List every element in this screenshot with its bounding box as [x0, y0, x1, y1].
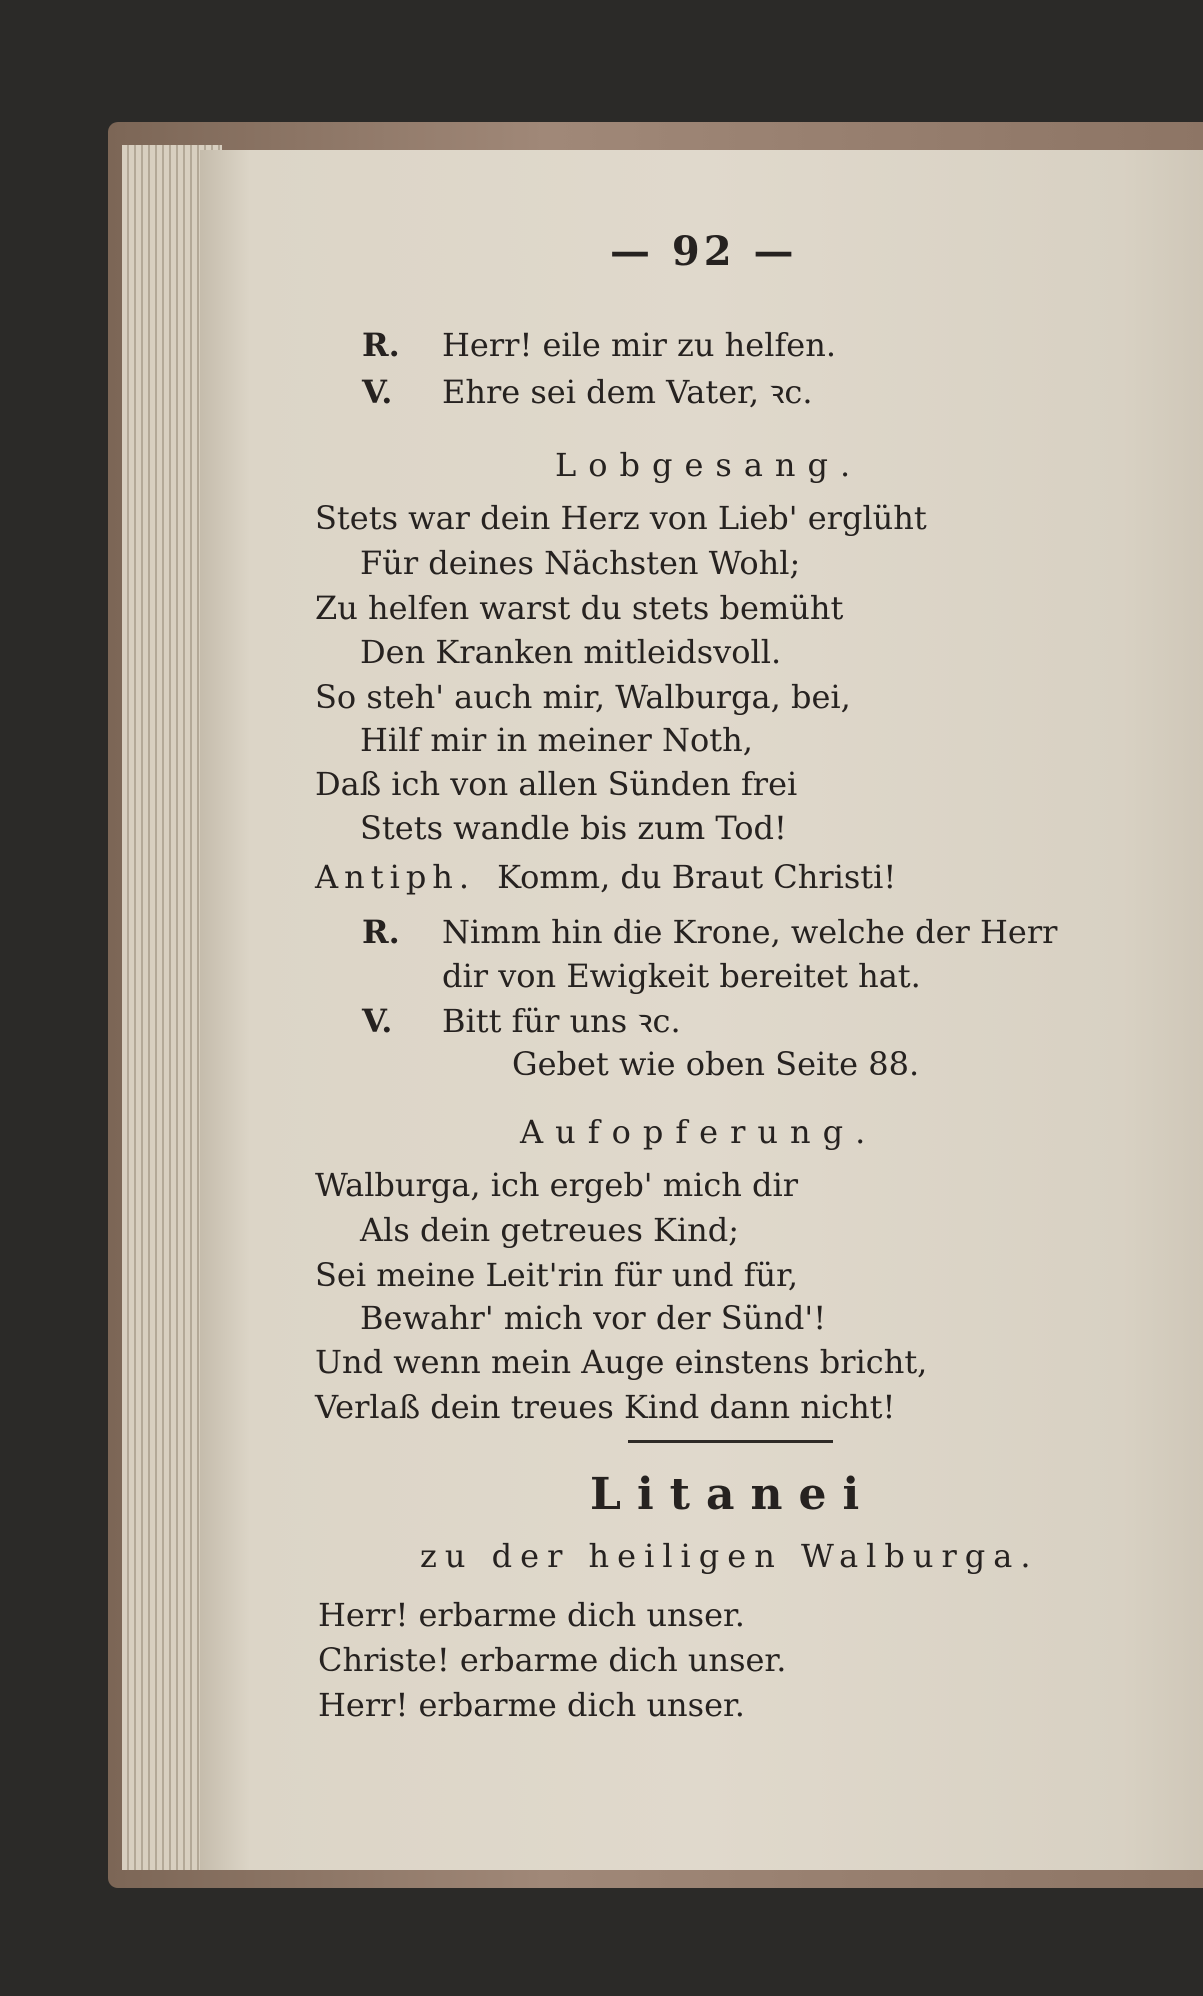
- verse-line: Als dein getreues Kind;: [360, 1211, 740, 1249]
- litany-line: Christe! erbarme dich unser.: [318, 1641, 787, 1679]
- litany-line: Herr! erbarme dich unser.: [318, 1596, 745, 1634]
- versicle-line: [362, 1001, 681, 1041]
- section-heading-aufopferung: Aufopferung.: [520, 1113, 878, 1151]
- verse-line: Hilf mir in meiner Noth,: [360, 721, 753, 759]
- verse-line: Stets wandle bis zum Tod!: [360, 809, 787, 847]
- page-number: — 92 —: [610, 228, 798, 275]
- verse-line: Zu helfen warst du stets bemüht: [315, 589, 844, 627]
- versicle-label: V.: [362, 373, 393, 411]
- verse-line: Und wenn mein Auge einstens bricht,: [315, 1343, 928, 1381]
- response-line: [362, 912, 1057, 952]
- verse-line: Stets war dein Herz von Lieb' erglüht: [315, 499, 927, 537]
- verse-line: Walburga, ich ergeb' mich dir: [315, 1166, 799, 1204]
- response-text: Nimm hin die Krone, welche der Herr: [442, 913, 1058, 951]
- litany-title: Litanei: [590, 1469, 876, 1520]
- verse-line: Sei meine Leit'rin für und für,: [315, 1256, 799, 1294]
- response-label: R.: [362, 326, 400, 364]
- antiphon-text: Komm, du Braut Christi!: [497, 858, 897, 896]
- verse-line: Für deines Nächsten Wohl;: [360, 544, 801, 582]
- verse-line: Den Kranken mitleidsvoll.: [360, 633, 782, 671]
- response-continuation: dir von Ewigkeit bereitet hat.: [442, 957, 921, 995]
- versicle-line: [362, 372, 813, 412]
- verse-line: Bewahr' mich vor der Sünd'!: [360, 1299, 827, 1337]
- versicle-text: Ehre sei dem Vater, ꝛc.: [442, 373, 813, 411]
- response-line: [362, 325, 836, 365]
- response-label: R.: [362, 913, 400, 951]
- response-text: Herr! eile mir zu helfen.: [442, 326, 837, 364]
- antiphon-line: [315, 857, 896, 897]
- section-heading-lobgesang: Lobgesang.: [555, 446, 863, 484]
- litany-line: Herr! erbarme dich unser.: [318, 1686, 745, 1724]
- antiphon-label: Antiph.: [315, 858, 476, 896]
- versicle-text: Bitt für uns ꝛc.: [442, 1002, 681, 1040]
- verse-line: So steh' auch mir, Walburga, bei,: [315, 678, 851, 716]
- verse-line: Verlaß dein treues Kind dann nicht!: [315, 1388, 896, 1426]
- prayer-reference: Gebet wie oben Seite 88.: [512, 1045, 920, 1083]
- versicle-label: V.: [362, 1002, 393, 1040]
- verse-line: Daß ich von allen Sünden frei: [315, 765, 798, 803]
- litany-subtitle: zu der heiligen Walburga.: [420, 1537, 1039, 1575]
- section-divider: [628, 1440, 833, 1443]
